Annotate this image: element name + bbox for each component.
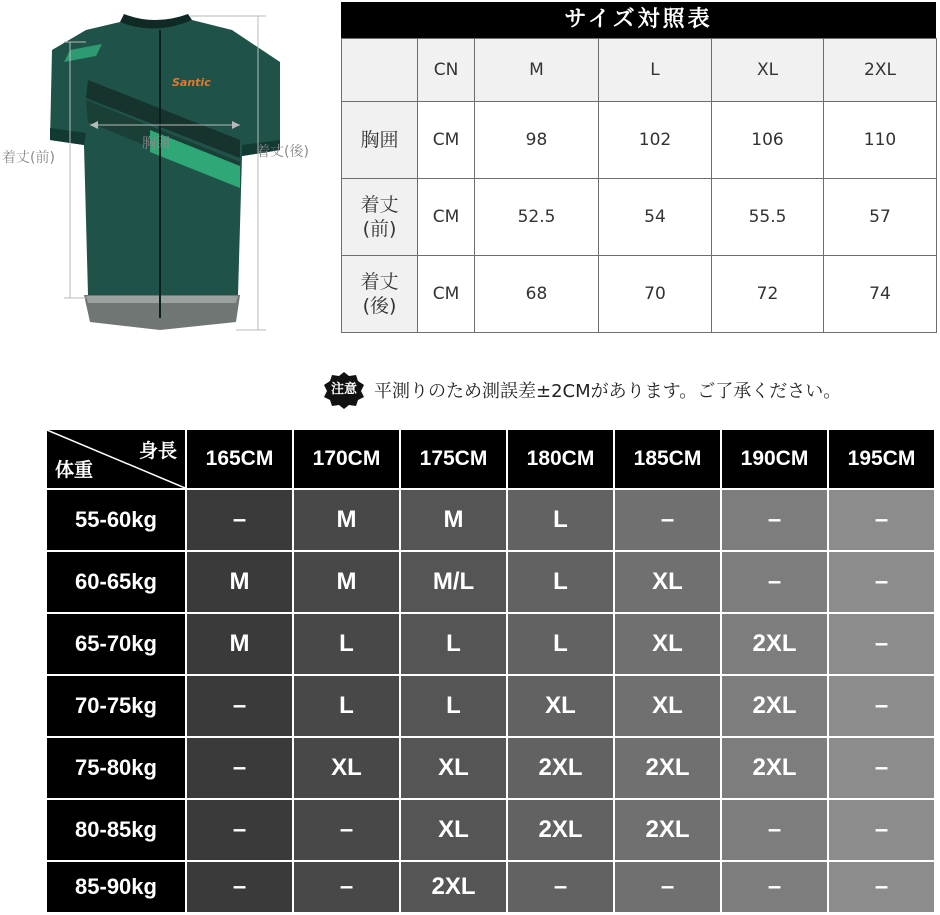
size-cell: M/L xyxy=(401,552,506,612)
size-cell: – xyxy=(187,490,292,550)
table-row xyxy=(47,676,934,736)
size-cell: – xyxy=(722,490,827,550)
weight-label: 80-85kg xyxy=(47,800,185,860)
row-label-line: 着丈 xyxy=(360,271,399,293)
size-cell: 2XL xyxy=(615,738,720,798)
size-cell: L xyxy=(294,676,399,736)
length-front-label: 着丈(前) xyxy=(2,150,55,166)
size-cell: 2XL xyxy=(615,800,720,860)
table-row xyxy=(342,102,937,179)
value-cell: 52.5 xyxy=(475,179,599,256)
hw-body xyxy=(47,490,934,912)
size-cell: – xyxy=(829,490,934,550)
table-row xyxy=(47,800,934,860)
height-header: 180CM xyxy=(508,430,613,488)
height-header: 175CM xyxy=(401,430,506,488)
size-cell: L xyxy=(508,552,613,612)
table-row xyxy=(342,256,937,333)
value-cell: 54 xyxy=(599,179,712,256)
height-weight-chart xyxy=(45,428,936,914)
weight-label: 55-60kg xyxy=(47,490,185,550)
chest-label: 胸囲 xyxy=(142,136,170,152)
size-cell: 2XL xyxy=(401,862,506,912)
table-row xyxy=(47,862,934,912)
row-label-line: 着丈 xyxy=(360,194,399,216)
value-cell: 72 xyxy=(712,256,824,333)
size-cell: L xyxy=(508,614,613,674)
header-cell: L xyxy=(599,39,712,102)
size-cell: – xyxy=(722,862,827,912)
size-cell: XL xyxy=(401,800,506,860)
unit-cell: CM xyxy=(418,102,475,179)
unit-cell: CM xyxy=(418,256,475,333)
row-label-line: (前) xyxy=(362,218,397,240)
jersey-illustration xyxy=(0,0,330,345)
header-cell: XL xyxy=(712,39,824,102)
size-cell: – xyxy=(187,738,292,798)
value-cell: 74 xyxy=(824,256,937,333)
corner-cell xyxy=(47,430,185,488)
value-cell: 68 xyxy=(475,256,599,333)
size-cell: – xyxy=(508,862,613,912)
size-chart-header-row xyxy=(342,39,937,102)
weight-label: 70-75kg xyxy=(47,676,185,736)
height-axis-label: 身長 xyxy=(138,441,177,462)
size-cell: – xyxy=(615,862,720,912)
caution-badge xyxy=(322,370,366,410)
unit-cell: CM xyxy=(418,179,475,256)
header-cell: CN xyxy=(418,39,475,102)
size-chart-title: サイズ対照表 xyxy=(341,2,936,38)
size-cell: – xyxy=(829,738,934,798)
size-cell: 2XL xyxy=(722,614,827,674)
jersey-image xyxy=(0,0,330,345)
weight-label: 65-70kg xyxy=(47,614,185,674)
weight-label: 60-65kg xyxy=(47,552,185,612)
size-cell: XL xyxy=(615,614,720,674)
value-cell: 102 xyxy=(599,102,712,179)
table-row xyxy=(47,490,934,550)
size-cell: – xyxy=(187,862,292,912)
size-cell: M xyxy=(187,552,292,612)
value-cell: 57 xyxy=(824,179,937,256)
size-cell: – xyxy=(722,552,827,612)
table-row xyxy=(342,179,937,256)
size-cell: M xyxy=(294,490,399,550)
height-header: 170CM xyxy=(294,430,399,488)
caution-badge-label: 注意 xyxy=(330,382,357,397)
size-cell: M xyxy=(294,552,399,612)
size-cell: XL xyxy=(401,738,506,798)
size-cell: – xyxy=(294,862,399,912)
size-cell: – xyxy=(187,676,292,736)
row-label xyxy=(342,179,418,256)
height-header: 185CM xyxy=(615,430,720,488)
size-cell: XL xyxy=(294,738,399,798)
header-cell xyxy=(342,39,418,102)
size-cell: 2XL xyxy=(722,676,827,736)
value-cell: 55.5 xyxy=(712,179,824,256)
size-cell: 2XL xyxy=(508,800,613,860)
size-cell: 2XL xyxy=(508,738,613,798)
size-cell: – xyxy=(829,676,934,736)
size-cell: L xyxy=(508,490,613,550)
row-label-line: (後) xyxy=(362,295,397,317)
height-header: 195CM xyxy=(829,430,934,488)
size-cell: – xyxy=(829,552,934,612)
value-cell: 110 xyxy=(824,102,937,179)
size-cell: – xyxy=(829,800,934,860)
size-chart xyxy=(341,2,936,333)
measurement-note xyxy=(322,370,841,410)
table-row xyxy=(47,738,934,798)
size-cell: – xyxy=(829,614,934,674)
size-cell: L xyxy=(401,676,506,736)
row-label: 胸囲 xyxy=(342,102,418,179)
header-cell: M xyxy=(475,39,599,102)
table-row xyxy=(47,614,934,674)
row-label xyxy=(342,256,418,333)
size-cell: L xyxy=(294,614,399,674)
value-cell: 98 xyxy=(475,102,599,179)
weight-axis-label: 体重 xyxy=(55,460,94,481)
note-text: 平測りのため測誤差±2CMがあります。ご了承ください。 xyxy=(374,381,842,402)
size-cell: – xyxy=(829,862,934,912)
weight-label: 85-90kg xyxy=(47,862,185,912)
size-cell: M xyxy=(401,490,506,550)
size-cell: 2XL xyxy=(722,738,827,798)
header-cell: 2XL xyxy=(824,39,937,102)
hw-header-row xyxy=(47,430,934,488)
value-cell: 70 xyxy=(599,256,712,333)
brand-logo: Santic xyxy=(172,76,211,89)
table-row xyxy=(47,552,934,612)
length-back-label: 着丈(後) xyxy=(256,144,309,160)
size-cell: XL xyxy=(615,676,720,736)
size-cell: L xyxy=(401,614,506,674)
size-cell: – xyxy=(187,800,292,860)
value-cell: 106 xyxy=(712,102,824,179)
size-cell: XL xyxy=(615,552,720,612)
height-header: 165CM xyxy=(187,430,292,488)
weight-label: 75-80kg xyxy=(47,738,185,798)
size-cell: – xyxy=(615,490,720,550)
size-cell: – xyxy=(722,800,827,860)
size-cell: – xyxy=(294,800,399,860)
size-chart-table xyxy=(341,38,937,333)
size-cell: XL xyxy=(508,676,613,736)
size-cell: M xyxy=(187,614,292,674)
height-header: 190CM xyxy=(722,430,827,488)
